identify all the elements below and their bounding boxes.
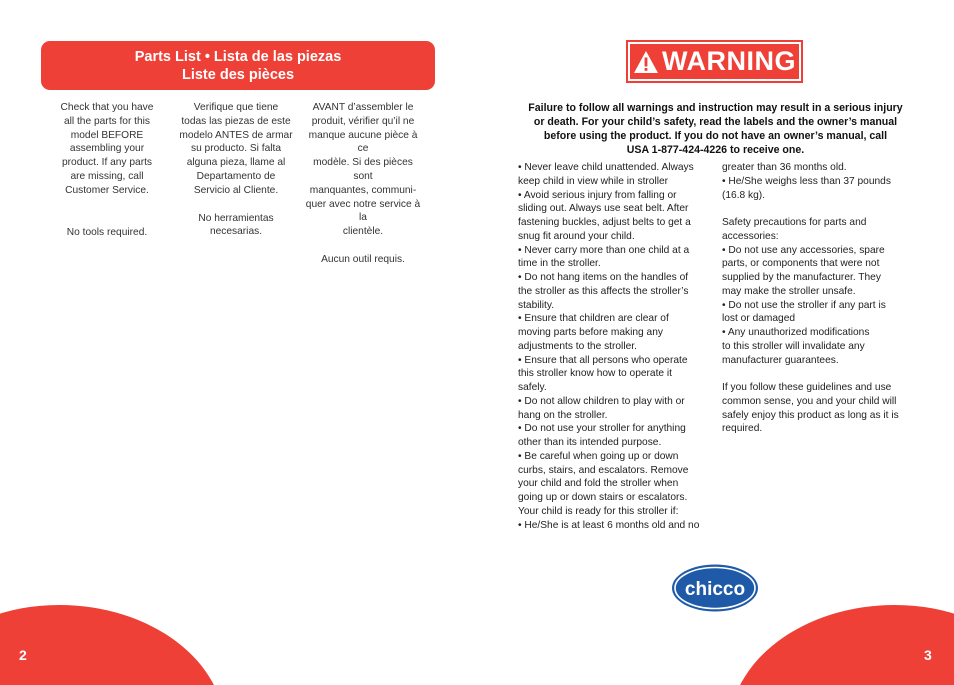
- text-line: AVANT d’assembler le: [312, 102, 414, 113]
- text-line: • Do not use your stroller for anything: [518, 423, 686, 435]
- text-line: sliding out. Always use seat belt. After: [518, 203, 689, 215]
- text-line: assembling your: [69, 143, 145, 155]
- text-line: • Do not use any accessories, spare: [722, 244, 885, 256]
- text-line: the stroller as this affects the stroller’s: [518, 285, 689, 297]
- text-line: time in the stroller.: [518, 258, 601, 270]
- text-line: produit, vérifier qu’il ne: [311, 115, 415, 127]
- text-line: before using the product. If you do not have an owner’s manual, call: [543, 130, 888, 142]
- text-line: modelo ANTES de armar: [179, 129, 293, 141]
- text-line: snug fit around your child.: [518, 230, 635, 242]
- text-line: • Do not use the stroller if any part is: [722, 299, 886, 311]
- text-line: [722, 202, 918, 216]
- text-line: going up or down stairs or escalators.: [518, 492, 688, 503]
- parts-list-banner: [41, 41, 435, 90]
- text-line: supplied by the manufacturer. They: [722, 272, 881, 283]
- text-line: manquantes, communi-: [309, 184, 417, 196]
- logo-text: chicco: [684, 579, 746, 600]
- text-line: • Ensure that children are clear of: [518, 313, 669, 325]
- text-line: quer avec notre service à la: [305, 198, 421, 224]
- text-line: manque aucune pièce à ce: [308, 129, 418, 155]
- banner-title-line1: Parts List • Lista de las piezas: [134, 48, 342, 65]
- text-line: safely enjoy this product as long as it is: [722, 409, 899, 421]
- page-number-right: 3: [924, 647, 932, 663]
- text-line: su producto. Si falta: [190, 143, 282, 155]
- english-tools-text: [48, 226, 166, 240]
- text-line: all the parts for this: [63, 115, 151, 127]
- text-line: Departamento de: [196, 170, 276, 182]
- text-line: to this stroller will invalidate any: [722, 340, 865, 352]
- text-line: • Do not hang items on the handles of: [518, 272, 689, 283]
- warnings-column-2: [722, 161, 918, 436]
- text-line: No tools required.: [66, 226, 148, 238]
- warning-title: WARNING: [662, 46, 796, 76]
- text-line: curbs, stairs, and escalators. Remove: [518, 464, 689, 476]
- text-line: parts, or components that were not: [722, 258, 880, 270]
- text-line: are missing, call: [70, 170, 144, 182]
- text-line: safely.: [518, 382, 547, 393]
- text-line: hang on the stroller.: [518, 409, 608, 421]
- text-line: this stroller know how to operate it: [518, 368, 673, 380]
- french-column: [304, 101, 422, 267]
- left-corner-decoration: [0, 605, 225, 685]
- text-line: product. If any parts: [61, 157, 153, 169]
- text-line: • He/She weighs less than 37 pounds: [722, 175, 891, 187]
- english-parts-text: [48, 101, 166, 198]
- text-line: necesarias.: [209, 226, 263, 238]
- right-page: [477, 0, 954, 685]
- text-line: No herramientas: [198, 212, 274, 224]
- chicco-logo: [670, 563, 760, 613]
- text-line: • Never leave child unattended. Always: [518, 162, 694, 173]
- text-line: Verifique que tiene: [193, 102, 279, 113]
- right-corner-decoration: [729, 605, 954, 685]
- text-line: Your child is ready for this stroller if:: [518, 505, 679, 517]
- text-line: clientèle.: [342, 226, 384, 238]
- spanish-parts-text: [177, 101, 295, 198]
- text-line: common sense, you and your child will: [722, 395, 897, 407]
- text-line: Safety precautions for parts and: [722, 217, 867, 228]
- text-line: moving parts before making any: [518, 327, 663, 338]
- text-line: greater than 36 months old.: [722, 162, 847, 173]
- text-line: • Never carry more than one child at a: [518, 244, 690, 256]
- text-line: stability.: [518, 299, 555, 311]
- warnings-column-1: [518, 161, 714, 532]
- text-line: Servicio al Cliente.: [193, 184, 279, 196]
- warning-triangle-icon: [633, 50, 659, 74]
- page-number-left: 2: [19, 647, 27, 663]
- text-line: your child and fold the stroller when: [518, 478, 679, 490]
- text-line: keep child in view while in stroller: [518, 175, 669, 187]
- text-line: • Ensure that all persons who operate: [518, 354, 688, 366]
- french-parts-text: [304, 101, 422, 239]
- text-line: alguna pieza, llame al: [186, 157, 286, 169]
- text-line: fastening buckles, adjust belts to get a: [518, 217, 691, 228]
- text-line: adjustments to the stroller.: [518, 340, 637, 352]
- text-line: USA 1-877-424-4226 to receive one.: [626, 144, 805, 156]
- text-line: • Do not allow children to play with or: [518, 395, 685, 407]
- text-line: (16.8 kg).: [722, 189, 766, 201]
- warning-header: [626, 40, 803, 83]
- text-line: • Be careful when going up or down: [518, 450, 679, 462]
- banner-title-line2: Liste des pièces: [181, 66, 295, 83]
- text-line: model BEFORE: [70, 129, 144, 141]
- text-line: [722, 367, 918, 381]
- text-line: If you follow these guidelines and use: [722, 382, 892, 393]
- english-column: [48, 101, 166, 239]
- french-tools-text: [304, 253, 422, 267]
- text-line: • Any unauthorized modifications: [722, 327, 870, 338]
- text-line: todas las piezas de este: [181, 115, 291, 127]
- text-line: Aucun outil requis.: [321, 253, 405, 265]
- spanish-tools-text: [177, 212, 295, 240]
- text-line: Check that you have: [60, 102, 154, 113]
- text-line: • Avoid serious injury from falling or: [518, 189, 677, 201]
- text-line: • He/She is at least 6 months old and no: [518, 519, 700, 531]
- text-line: modèle. Si des pièces sont: [313, 157, 413, 182]
- text-line: or death. For your child’s safety, read the labels and the owner’s manual: [533, 116, 898, 128]
- text-line: manufacturer guarantees.: [722, 354, 839, 366]
- text-line: Customer Service.: [65, 184, 149, 196]
- text-line: other than its intended purpose.: [518, 437, 662, 448]
- text-line: accessories:: [722, 230, 779, 242]
- spanish-column: [177, 101, 295, 239]
- text-line: required.: [722, 423, 763, 435]
- text-line: may make the stroller unsafe.: [722, 285, 856, 297]
- warning-intro: [523, 101, 908, 157]
- text-line: lost or damaged: [722, 313, 796, 325]
- text-line: Failure to follow all warnings and instruction may result in a serious injury: [528, 102, 903, 114]
